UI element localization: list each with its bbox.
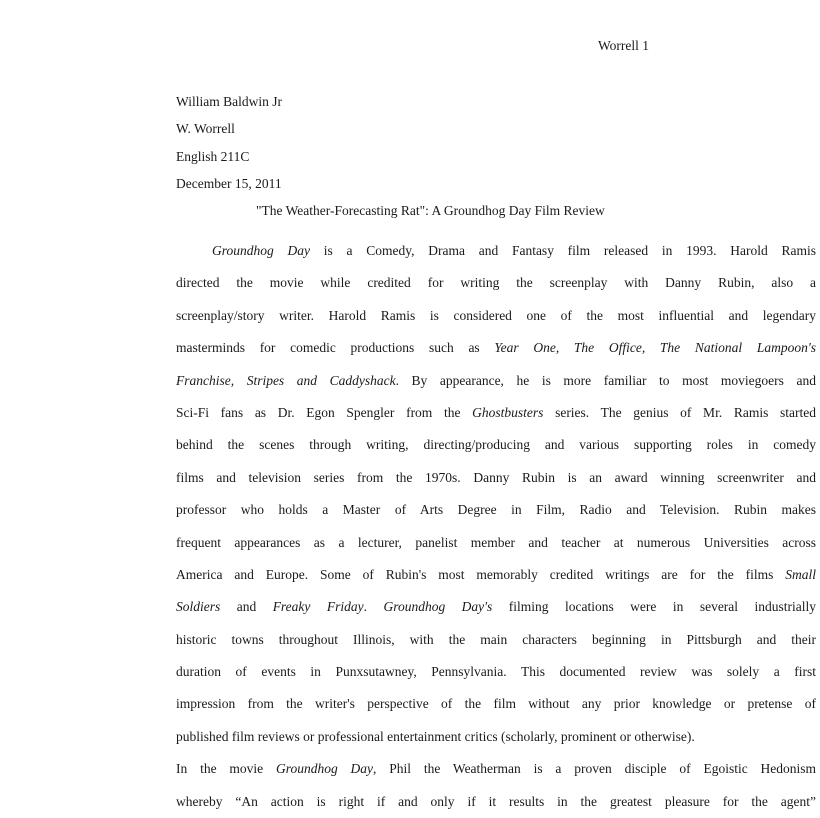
body-line: films and television series from the 1970s. Danny Rubin is an award winning screenwriter and — [176, 469, 816, 485]
body-line: screenplay/story writer. Harold Ramis is considered one of the most influential and legendary — [176, 307, 816, 323]
body-line: In the movie Groundhog Day, Phil the Weatherman is a proven disciple of Egoistic Hedonism — [176, 761, 817, 777]
body-line: published film reviews or professional entertainment critics (scholarly, prominent or otherwise). — [176, 728, 695, 744]
course-name: English 211C — [176, 149, 250, 164]
body-line: professor who holds a Master of Arts Degree in Film, Radio and Television. Rubin makes — [176, 502, 816, 518]
body-line: America and Europe. Some of Rubin's most memorably credited writings are for the films Small — [176, 566, 816, 582]
body-line: Sci-Fi fans as Dr. Egon Spengler from the Ghostbusters series. The genius of Mr. Ramis started — [176, 404, 817, 420]
body-line: whereby “An action is right if and only if it results in the greatest pleasure for the agent” — [176, 793, 816, 809]
running-header: Worrell 1 — [598, 38, 650, 53]
author-name: William Baldwin Jr — [176, 94, 282, 109]
essay-body — [176, 235, 816, 818]
body-line: behind the scenes through writing, directing/producing and various supporting roles in comedy — [176, 437, 816, 453]
date-line: December 15, 2011 — [176, 176, 282, 191]
body-line: impression from the writer's perspective of the film without any prior knowledge or pretense of — [176, 696, 816, 712]
body-line: directed the movie while credited for writing the screenplay with Danny Rubin, also a — [176, 275, 816, 291]
body-line: Franchise, Stripes and Caddyshack. By appearance, he is more familiar to most moviegoers and — [176, 372, 816, 388]
body-line: Soldiers and Freaky Friday. Groundhog Day's filming locations were in several industrially — [176, 599, 817, 615]
body-line: frequent appearances as a lecturer, panelist member and teacher at numerous Universities across — [176, 534, 816, 550]
instructor-name: W. Worrell — [176, 121, 235, 136]
body-line: masterminds for comedic productions such as Year One, The Office, The National Lampoon's — [176, 340, 816, 356]
body-line: historic towns throughout Illinois, with the main characters beginning in Pittsburgh and their — [176, 631, 816, 647]
essay-title: "The Weather-Forecasting Rat": A Groundhog Day Film Review — [256, 203, 605, 218]
body-line: Groundhog Day is a Comedy, Drama and Fantasy film released in 1993. Harold Ramis — [212, 243, 816, 258]
body-line: duration of events in Punxsutawney, Pennsylvania. This documented review was solely a first — [176, 664, 816, 680]
